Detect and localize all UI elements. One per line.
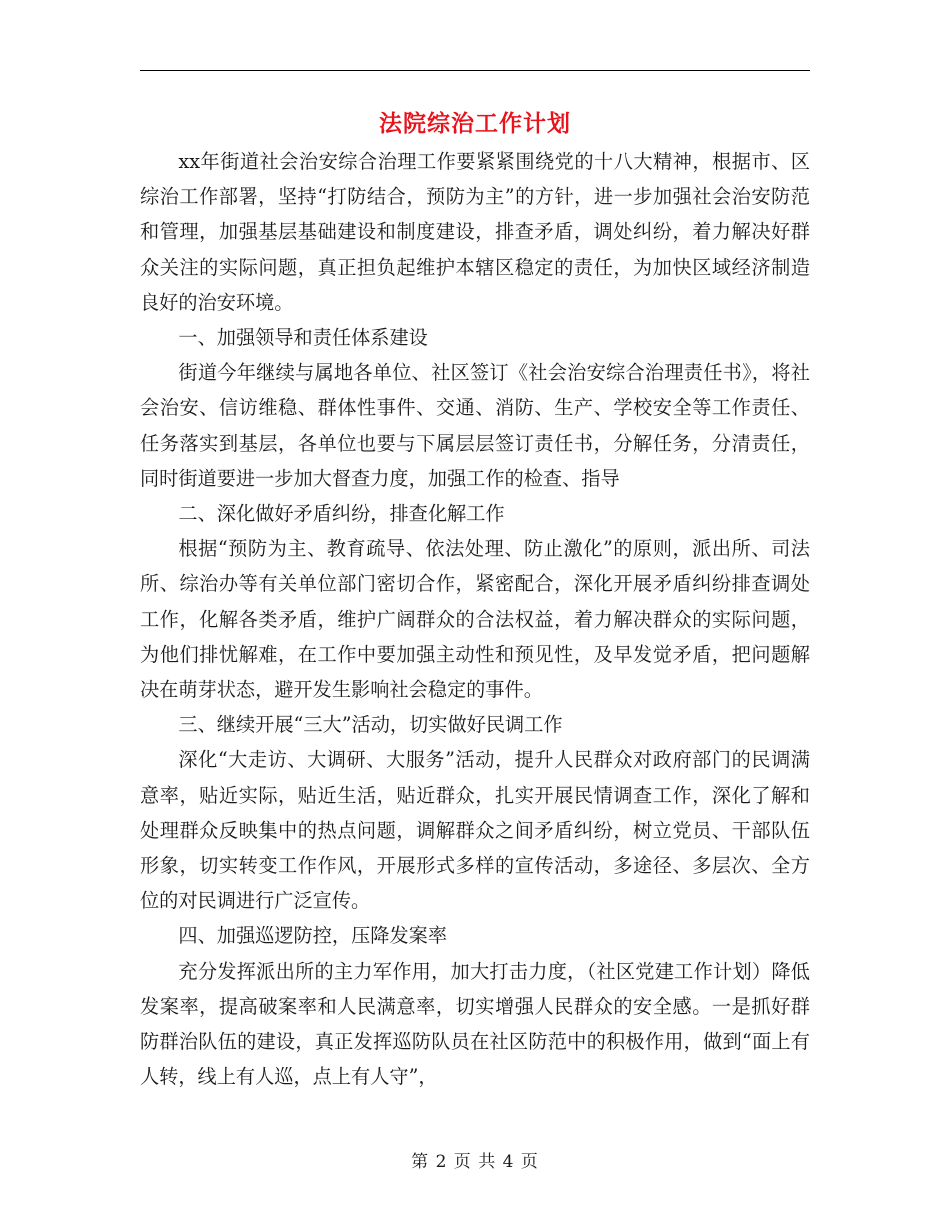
document-title: 法院综治工作计划 <box>379 110 571 137</box>
section-paragraph-1: 街道今年继续与属地各单位、社区签订《社会治安综合治理责任书》，将社会治安、信访维稳、群体性事件、交通、消防、生产、学校安全等工作责任、任务落实到基层，各单位也要与下属层层签订责任书，分解任务，分清责任，同时街道要进一步加大督查力度，加强工作的检查、指导 <box>140 361 810 490</box>
section-paragraph-4: 充分发挥派出所的主力军作用，加大打击力度，（社区党建工作计划）降低发案率，提高破案率和人民满意率，切实增强人民群众的安全感。一是抓好群防群治队伍的建设，真正发挥巡防队员在社区防范中的积极作用，做到“面上有人转，线上有人巡，点上有人守”， <box>140 959 810 1089</box>
section-paragraph-2: 根据“预防为主、教育疏导、依法处理、防止激化”的原则，派出所、司法所、综治办等有关单位部门密切合作，紧密配合，深化开展矛盾纠纷排查调处工作，化解各类矛盾，维护广阔群众的合法权益，着力解决群众的实际问题，为他们排忧解难，在工作中要加强主动性和预见性，及早发觉矛盾，把问题解决在萌芽状态，避开发生影响社会稳定的事件。 <box>140 537 810 702</box>
document-body <box>140 144 810 1094</box>
section-paragraph-3: 深化“大走访、大调研、大服务”活动，提升人民群众对政府部门的民调满意率，贴近实际，贴近生活，贴近群众，扎实开展民情调查工作，深化了解和处理群众反映集中的热点问题，调解群众之间矛盾纠纷，树立党员、干部队伍形象，切实转变工作作风，开展形式多样的宣传活动，多途径、多层次、全方位的对民调进行广泛宣传。 <box>140 748 810 913</box>
header-rule <box>140 70 810 71</box>
section-heading-1: 一、加强领导和责任体系建设 <box>178 326 428 350</box>
section-heading-3: 三、继续开展“三大”活动，切实做好民调工作 <box>178 713 563 737</box>
intro-paragraph: xx年街道社会治安综合治理工作要紧紧围绕党的十八大精神，根据市、区综治工作部署，坚持“打防结合，预防为主”的方针，进一步加强社会治安防范和管理，加强基层基础建设和制度建设，排查矛盾，调处纠纷，着力解决好群众关注的实际问题，真正担负起维护本辖区稳定的责任，为加快区域经济制造良好的治安环境。 <box>140 150 810 314</box>
section-heading-2: 二、深化做好矛盾纠纷，排查化解工作 <box>178 502 505 526</box>
section-heading-4: 四、加强巡逻防控，压降发案率 <box>178 924 448 948</box>
page-number-footer: 第 2 页 共 4 页 <box>411 1152 539 1172</box>
